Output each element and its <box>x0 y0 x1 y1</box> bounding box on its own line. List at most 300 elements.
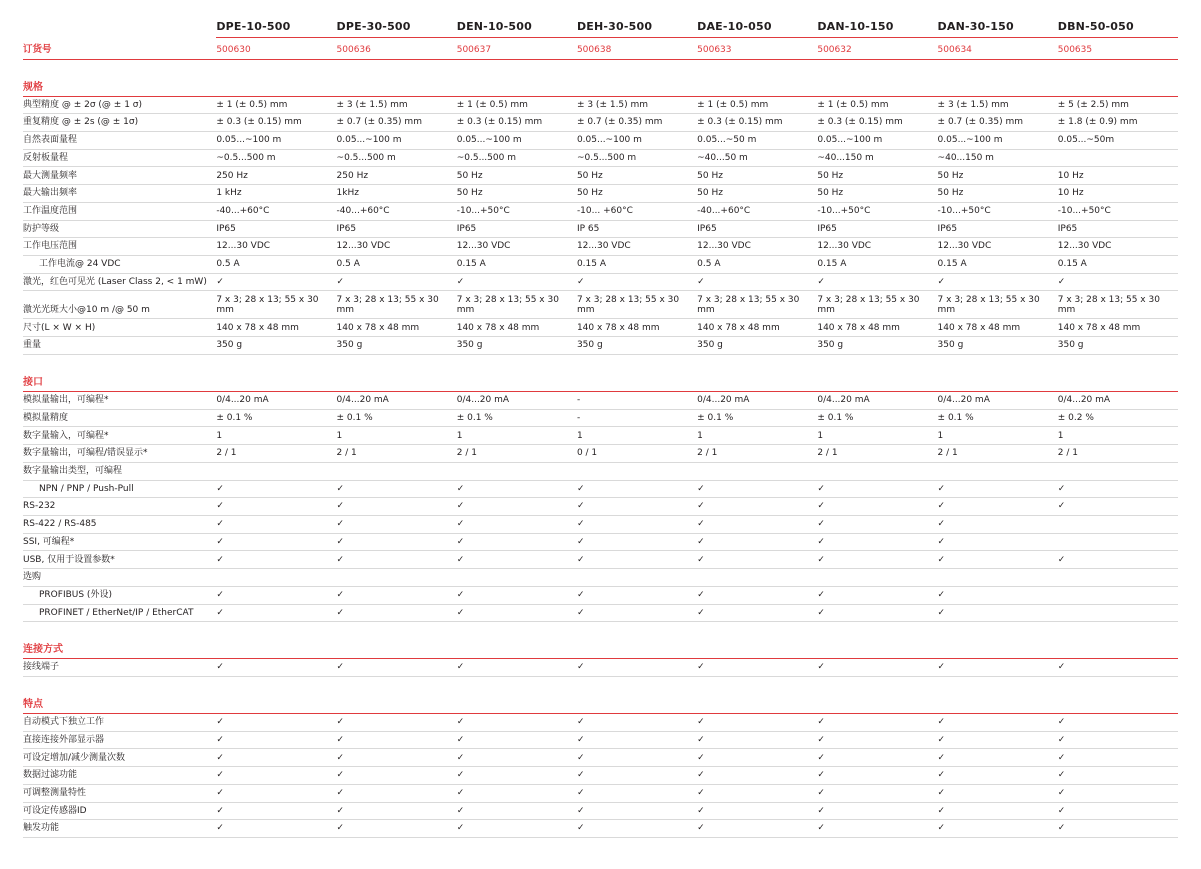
check-icon: ✓ <box>1057 752 1066 763</box>
check-icon: ✓ <box>336 536 345 547</box>
check-cell <box>216 731 336 749</box>
check-icon: ✓ <box>576 805 585 816</box>
table-row <box>23 731 1178 749</box>
table-row <box>23 114 1178 132</box>
check-cell <box>817 767 937 785</box>
check-cell <box>216 480 336 498</box>
row-label: 工作电压范围 <box>23 238 216 256</box>
value-cell: ± 3 (± 1.5) mm <box>337 96 457 114</box>
check-icon: ✓ <box>937 662 946 673</box>
value-cell: 0.05...~100 m <box>216 131 336 149</box>
value-cell: ~0.5...500 m <box>457 149 577 167</box>
value-cell: 2 / 1 <box>337 445 457 463</box>
value-cell <box>216 462 336 480</box>
value-cell <box>337 462 457 480</box>
table-row <box>23 462 1178 480</box>
check-icon: ✓ <box>336 501 345 512</box>
check-icon: ✓ <box>697 590 705 600</box>
check-icon: ✓ <box>1057 501 1066 512</box>
value-cell: 0/4...20 mA <box>1058 391 1178 409</box>
value-cell: ± 0.1 % <box>817 409 937 427</box>
value-cell: ± 0.2 % <box>1058 409 1178 427</box>
value-cell: ~0.5...500 m <box>337 149 457 167</box>
value-cell: -10...+50°C <box>938 202 1058 220</box>
table-body <box>23 38 1178 60</box>
check-cell <box>817 659 937 677</box>
value-cell: 7 x 3; 28 x 13; 55 x 30 mm <box>457 291 577 319</box>
check-cell <box>337 659 457 677</box>
value-cell: 350 g <box>457 337 577 355</box>
check-icon: ✓ <box>1057 823 1066 834</box>
table-row <box>23 427 1178 445</box>
section-spacer <box>23 59 1178 69</box>
order-number-cell: 500635 <box>1058 38 1178 60</box>
check-cell <box>457 551 577 569</box>
check-cell <box>337 802 457 820</box>
check-icon: ✓ <box>697 662 705 673</box>
check-cell <box>1058 749 1178 767</box>
value-cell <box>697 462 817 480</box>
value-cell: 0.15 A <box>938 255 1058 273</box>
check-cell <box>577 784 697 802</box>
check-icon: ✓ <box>1057 734 1066 745</box>
check-icon: ✓ <box>937 536 946 547</box>
check-cell <box>577 604 697 622</box>
check-icon: ✓ <box>576 823 585 834</box>
value-cell: ± 1 (± 0.5) mm <box>216 96 336 114</box>
check-icon: ✓ <box>216 805 224 816</box>
value-cell: 12...30 VDC <box>216 238 336 256</box>
value-cell: 50 Hz <box>577 167 697 185</box>
check-icon: ✓ <box>576 590 585 600</box>
check-icon: ✓ <box>456 770 465 781</box>
check-icon: ✓ <box>817 717 825 728</box>
value-cell: 0 / 1 <box>577 445 697 463</box>
value-cell <box>216 569 336 587</box>
check-icon: ✓ <box>456 590 465 600</box>
check-icon: ✓ <box>697 483 705 494</box>
value-cell: 50 Hz <box>697 167 817 185</box>
value-cell: ~40...50 m <box>697 149 817 167</box>
value-cell: 0.5 A <box>337 255 457 273</box>
check-cell <box>577 586 697 604</box>
value-cell: ± 0.7 (± 0.35) mm <box>337 114 457 132</box>
value-cell: 2 / 1 <box>457 445 577 463</box>
check-icon: ✓ <box>576 483 585 494</box>
model-header-2: DPE-30-500 <box>337 20 457 38</box>
section-title: 接口 <box>23 364 1178 392</box>
model-header-8: DBN-50-050 <box>1058 20 1178 38</box>
check-icon: ✓ <box>456 717 465 728</box>
value-cell <box>697 569 817 587</box>
check-cell <box>817 731 937 749</box>
check-icon: ✓ <box>456 483 465 494</box>
value-cell: 140 x 78 x 48 mm <box>337 319 457 337</box>
check-icon: ✓ <box>697 788 705 799</box>
check-cell <box>1058 802 1178 820</box>
check-cell <box>817 551 937 569</box>
value-cell <box>938 569 1058 587</box>
table-row <box>23 767 1178 785</box>
check-icon: ✓ <box>937 770 946 781</box>
row-label: 激光光斑大小@10 m /@ 50 m <box>23 291 216 319</box>
check-icon: ✓ <box>456 805 465 816</box>
value-cell: 0/4...20 mA <box>457 391 577 409</box>
check-cell <box>938 533 1058 551</box>
check-icon: ✓ <box>576 662 585 673</box>
value-cell: 12...30 VDC <box>938 238 1058 256</box>
check-icon: ✓ <box>216 554 224 565</box>
check-icon: ✓ <box>697 823 705 834</box>
value-cell <box>577 462 697 480</box>
check-icon: ✓ <box>336 276 345 287</box>
value-cell: ± 0.3 (± 0.15) mm <box>697 114 817 132</box>
value-cell: 7 x 3; 28 x 13; 55 x 30 mm <box>577 291 697 319</box>
check-icon: ✓ <box>697 607 705 618</box>
check-cell <box>577 533 697 551</box>
check-icon: ✓ <box>697 276 705 287</box>
check-cell <box>577 820 697 838</box>
value-cell: 50 Hz <box>457 185 577 203</box>
value-cell: 7 x 3; 28 x 13; 55 x 30 mm <box>697 291 817 319</box>
value-cell: 0.15 A <box>457 255 577 273</box>
table-row <box>23 291 1178 319</box>
check-cell <box>337 586 457 604</box>
value-cell: -40...+60°C <box>697 202 817 220</box>
value-cell: 12...30 VDC <box>577 238 697 256</box>
check-cell <box>697 480 817 498</box>
value-cell: ± 0.3 (± 0.15) mm <box>216 114 336 132</box>
check-icon: ✓ <box>456 752 465 763</box>
table-row <box>23 319 1178 337</box>
check-icon: ✓ <box>576 734 585 745</box>
value-cell: 1 <box>457 427 577 445</box>
row-label: 反射板量程 <box>23 149 216 167</box>
check-cell <box>1058 273 1178 291</box>
section-header-row <box>23 686 1178 714</box>
check-cell <box>337 498 457 516</box>
row-label: 可调整测量特性 <box>23 784 216 802</box>
value-cell: 0/4...20 mA <box>337 391 457 409</box>
check-cell <box>697 515 817 533</box>
value-cell: 0.5 A <box>697 255 817 273</box>
order-number-cell: 500630 <box>216 38 336 60</box>
check-cell <box>216 273 336 291</box>
check-cell <box>1058 551 1178 569</box>
table-sections <box>23 59 1178 838</box>
check-icon: ✓ <box>1057 483 1066 494</box>
table-row <box>23 569 1178 587</box>
value-cell: - <box>577 391 697 409</box>
check-icon: ✓ <box>817 483 825 494</box>
row-label: 工作电流@ 24 VDC <box>23 255 216 273</box>
value-cell: IP65 <box>337 220 457 238</box>
value-cell: ± 0.1 % <box>457 409 577 427</box>
value-cell: ± 0.7 (± 0.35) mm <box>577 114 697 132</box>
check-cell <box>457 749 577 767</box>
check-icon: ✓ <box>697 752 705 763</box>
value-cell: ± 0.3 (± 0.15) mm <box>817 114 937 132</box>
row-label: 模拟量精度 <box>23 409 216 427</box>
row-label: SSI, 可编程* <box>23 533 216 551</box>
value-cell: 0.05...~50m <box>1058 131 1178 149</box>
check-cell <box>457 802 577 820</box>
value-cell <box>457 569 577 587</box>
check-icon: ✓ <box>336 519 345 530</box>
value-cell: 7 x 3; 28 x 13; 55 x 30 mm <box>817 291 937 319</box>
model-header-5: DAE-10-050 <box>697 20 817 38</box>
section-header-row <box>23 631 1178 659</box>
check-icon: ✓ <box>336 805 345 816</box>
check-icon: ✓ <box>937 554 946 565</box>
value-cell: 50 Hz <box>938 185 1058 203</box>
value-cell: 140 x 78 x 48 mm <box>817 319 937 337</box>
section-spacer <box>23 622 1178 632</box>
check-icon: ✓ <box>576 276 585 287</box>
check-icon: ✓ <box>817 554 825 565</box>
table-row <box>23 749 1178 767</box>
row-label: 可设定传感器ID <box>23 802 216 820</box>
check-cell <box>216 820 336 838</box>
check-icon: ✓ <box>216 752 224 763</box>
check-cell <box>337 480 457 498</box>
row-label: 订货号 <box>23 38 216 60</box>
value-cell: 350 g <box>1058 337 1178 355</box>
row-label: RS-422 / RS-485 <box>23 515 216 533</box>
value-cell: 7 x 3; 28 x 13; 55 x 30 mm <box>1058 291 1178 319</box>
check-icon: ✓ <box>216 483 224 494</box>
table-row <box>23 784 1178 802</box>
row-label: 自动模式下独立工作 <box>23 713 216 731</box>
table-head <box>23 20 1178 38</box>
check-cell <box>938 802 1058 820</box>
model-header-6: DAN-10-150 <box>817 20 937 38</box>
value-cell: ± 0.3 (± 0.15) mm <box>457 114 577 132</box>
value-cell <box>337 569 457 587</box>
value-cell: 0.05...~100 m <box>938 131 1058 149</box>
value-cell: ± 1 (± 0.5) mm <box>817 96 937 114</box>
check-cell <box>1058 659 1178 677</box>
check-icon: ✓ <box>336 662 345 673</box>
model-header-4: DEH-30-500 <box>577 20 697 38</box>
value-cell: 12...30 VDC <box>457 238 577 256</box>
check-icon: ✓ <box>697 805 705 816</box>
check-icon: ✓ <box>1057 805 1066 816</box>
check-icon: ✓ <box>1057 554 1066 565</box>
value-cell: IP65 <box>938 220 1058 238</box>
value-cell: 0.05...~50 m <box>697 131 817 149</box>
check-cell <box>1058 498 1178 516</box>
section-title: 连接方式 <box>23 631 1178 659</box>
value-cell: 50 Hz <box>697 185 817 203</box>
check-icon: ✓ <box>697 734 705 745</box>
check-cell <box>457 586 577 604</box>
table-row <box>23 498 1178 516</box>
table-row <box>23 185 1178 203</box>
check-icon: ✓ <box>817 519 825 530</box>
model-header-row <box>23 20 1178 38</box>
check-cell <box>1058 731 1178 749</box>
check-icon: ✓ <box>817 805 825 816</box>
value-cell: 250 Hz <box>337 167 457 185</box>
check-cell <box>337 533 457 551</box>
check-cell <box>457 533 577 551</box>
check-cell <box>457 731 577 749</box>
table-row <box>23 604 1178 622</box>
check-cell <box>697 749 817 767</box>
check-icon: ✓ <box>216 717 224 728</box>
check-cell <box>938 498 1058 516</box>
row-label: 选购 <box>23 569 216 587</box>
table-row <box>23 480 1178 498</box>
check-cell <box>577 749 697 767</box>
value-cell: 1 <box>577 427 697 445</box>
value-cell: 10 Hz <box>1058 185 1178 203</box>
value-cell: ~0.5...500 m <box>216 149 336 167</box>
row-label: 可设定增加/减少测量次数 <box>23 749 216 767</box>
value-cell: ± 3 (± 1.5) mm <box>938 96 1058 114</box>
value-cell: ~40...150 m <box>817 149 937 167</box>
check-cell <box>337 749 457 767</box>
row-label: 重复精度 @ ± 2s (@ ± 1σ) <box>23 114 216 132</box>
check-cell <box>697 802 817 820</box>
check-cell <box>1058 820 1178 838</box>
table-row <box>23 802 1178 820</box>
check-icon: ✓ <box>456 607 465 618</box>
check-icon: ✓ <box>576 717 585 728</box>
value-cell: ~40...150 m <box>938 149 1058 167</box>
check-cell <box>216 515 336 533</box>
check-cell <box>577 498 697 516</box>
check-icon: ✓ <box>817 788 825 799</box>
value-cell <box>1058 149 1178 167</box>
section-spacer <box>23 354 1178 364</box>
value-cell <box>1058 569 1178 587</box>
value-cell: 1 <box>1058 427 1178 445</box>
check-icon: ✓ <box>937 483 946 494</box>
value-cell: 12...30 VDC <box>817 238 937 256</box>
table-row <box>23 167 1178 185</box>
table-row <box>23 238 1178 256</box>
value-cell <box>1058 515 1178 533</box>
check-cell <box>938 515 1058 533</box>
check-cell <box>938 713 1058 731</box>
check-icon: ✓ <box>456 554 465 565</box>
check-cell <box>697 273 817 291</box>
check-icon: ✓ <box>336 590 345 600</box>
check-icon: ✓ <box>937 752 946 763</box>
check-cell <box>337 713 457 731</box>
check-cell <box>577 480 697 498</box>
value-cell: IP65 <box>457 220 577 238</box>
spacer-cell <box>23 354 1178 364</box>
order-number-row <box>23 38 1178 60</box>
check-cell <box>697 713 817 731</box>
check-icon: ✓ <box>937 590 946 600</box>
value-cell: 0/4...20 mA <box>817 391 937 409</box>
check-cell <box>337 515 457 533</box>
value-cell: 0.15 A <box>1058 255 1178 273</box>
check-icon: ✓ <box>456 536 465 547</box>
check-icon: ✓ <box>456 519 465 530</box>
value-cell: ± 0.1 % <box>337 409 457 427</box>
row-label: 数字量输入，可编程* <box>23 427 216 445</box>
check-cell <box>457 515 577 533</box>
check-cell <box>577 515 697 533</box>
check-icon: ✓ <box>817 276 825 287</box>
check-icon: ✓ <box>336 483 345 494</box>
check-icon: ✓ <box>817 823 825 834</box>
check-cell <box>457 713 577 731</box>
check-icon: ✓ <box>456 501 465 512</box>
value-cell: 0.05...~100 m <box>577 131 697 149</box>
check-icon: ✓ <box>576 536 585 547</box>
check-cell <box>817 749 937 767</box>
check-icon: ✓ <box>456 788 465 799</box>
check-cell <box>817 820 937 838</box>
check-icon: ✓ <box>817 734 825 745</box>
check-cell <box>577 767 697 785</box>
model-header-7: DAN-30-150 <box>938 20 1058 38</box>
table-row <box>23 551 1178 569</box>
check-icon: ✓ <box>937 501 946 512</box>
check-icon: ✓ <box>817 536 825 547</box>
check-cell <box>457 784 577 802</box>
check-icon: ✓ <box>937 734 946 745</box>
value-cell: 50 Hz <box>577 185 697 203</box>
value-cell: -10...+50°C <box>1058 202 1178 220</box>
order-number-cell: 500632 <box>817 38 937 60</box>
value-cell: IP 65 <box>577 220 697 238</box>
order-number-cell: 500633 <box>697 38 817 60</box>
check-icon: ✓ <box>336 788 345 799</box>
order-number-cell: 500637 <box>457 38 577 60</box>
check-icon: ✓ <box>336 554 345 565</box>
check-cell <box>938 767 1058 785</box>
check-icon: ✓ <box>817 770 825 781</box>
check-cell <box>216 784 336 802</box>
value-cell: 7 x 3; 28 x 13; 55 x 30 mm <box>216 291 336 319</box>
check-cell <box>577 713 697 731</box>
check-cell <box>337 731 457 749</box>
value-cell <box>1058 462 1178 480</box>
value-cell <box>1058 586 1178 604</box>
value-cell: 140 x 78 x 48 mm <box>1058 319 1178 337</box>
value-cell: 140 x 78 x 48 mm <box>216 319 336 337</box>
value-cell <box>938 462 1058 480</box>
check-icon: ✓ <box>216 734 224 745</box>
table-row <box>23 391 1178 409</box>
row-label: 数字量输出，可编程/错误显示* <box>23 445 216 463</box>
row-label: PROFINET / EtherNet/IP / EtherCAT <box>23 604 216 622</box>
check-icon: ✓ <box>697 554 705 565</box>
value-cell <box>577 569 697 587</box>
check-icon: ✓ <box>336 752 345 763</box>
value-cell: 1 <box>817 427 937 445</box>
value-cell: 140 x 78 x 48 mm <box>697 319 817 337</box>
value-cell: 0/4...20 mA <box>697 391 817 409</box>
check-cell <box>337 784 457 802</box>
check-cell <box>938 586 1058 604</box>
check-icon: ✓ <box>216 788 224 799</box>
row-label: 数字量输出类型，可编程 <box>23 462 216 480</box>
check-icon: ✓ <box>937 607 946 618</box>
order-number-cell: 500636 <box>337 38 457 60</box>
check-cell <box>457 604 577 622</box>
check-icon: ✓ <box>697 717 705 728</box>
value-cell <box>1058 604 1178 622</box>
check-icon: ✓ <box>576 607 585 618</box>
